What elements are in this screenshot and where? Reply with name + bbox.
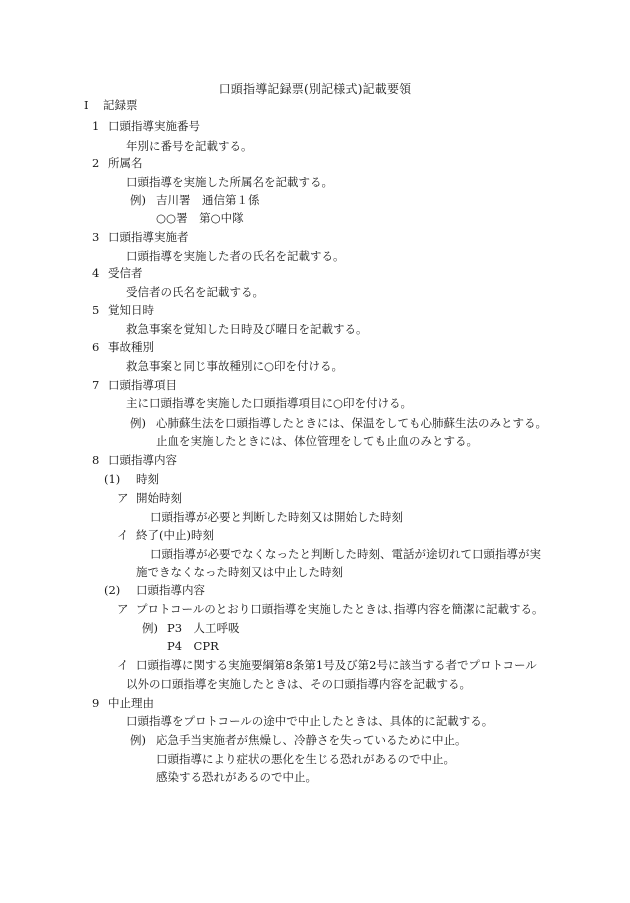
page-title: 口頭指導記録票(別記様式)記載要領 [218,82,412,96]
item-9-example-1: 応急手当実施者が焦燥し、冷静さを失っているために中止。 [156,733,467,747]
item-8-a-marker: ア [117,491,129,505]
item-7-example-label: 例) [130,416,146,430]
item-7-heading: 口頭指導項目 [108,378,177,392]
item-9-example-label: 例) [130,733,146,747]
item-9-body: 口頭指導をプロトコールの途中で中止したときは、具体的に記載する。 [126,714,494,728]
item-7-example-2: 止血を実施したときには、体位管理をしても止血のみとする。 [156,434,478,448]
item-8-a2-example-2: P4 CPR [167,639,219,653]
item-2-example-1: 吉川署 通信第１係 [156,193,260,207]
item-8-heading: 口頭指導内容 [108,453,177,467]
item-1-heading: 口頭指導実施番号 [108,119,200,133]
item-8-i-body-line-1: 口頭指導が必要でなくなったと判断した時刻、電話が途切れて口頭指導が実 [150,547,541,561]
item-4-number: 4 [92,266,100,280]
item-8-a2-example-1: P3 人工呼吸 [167,621,240,635]
item-6-number: 6 [92,340,100,354]
section-number: Ⅰ [84,98,89,112]
item-9-heading: 中止理由 [108,696,154,710]
item-8-sub-2-heading: 口頭指導内容 [136,583,205,597]
item-5-heading: 覚知日時 [108,303,154,317]
item-9-number: 9 [92,696,100,710]
item-4-body: 受信者の氏名を記載する。 [126,285,264,299]
item-3-heading: 口頭指導実施者 [108,230,189,244]
item-8-i2-marker: イ [117,658,129,672]
item-2-body: 口頭指導を実施した所属名を記載する。 [126,175,333,189]
item-1-number: 1 [92,119,100,133]
item-8-a2-body: プロトコールのとおり口頭指導を実施したときは､指導内容を簡潔に記載する。 [136,602,544,616]
item-8-a-heading: 開始時刻 [136,491,182,505]
item-5-number: 5 [92,303,100,317]
item-8-i-marker: イ [117,528,129,542]
item-8-sub-1-number: (1) [104,472,121,486]
item-8-i2-body-line-1: 口頭指導に関する実施要綱第8条第1号及び第2号に該当する者でプロトコール [136,658,537,672]
item-7-number: 7 [92,378,100,392]
item-3-body: 口頭指導を実施した者の氏名を記載する。 [126,249,345,263]
item-7-example-1: 心肺蘇生法を口頭指導したときには、保温をしても心肺蘇生法のみとする。 [156,416,547,430]
item-8-i-heading: 終了(中止)時刻 [136,528,214,542]
item-6-heading: 事故種別 [108,340,154,354]
item-8-a2-marker: ア [117,602,129,616]
item-5-body: 救急事案を覚知した日時及び曜日を記載する。 [126,322,368,336]
item-4-heading: 受信者 [108,266,143,280]
item-8-sub-2-number: (2) [104,583,121,597]
item-7-body: 主に口頭指導を実施した口頭指導項目に○印を付ける。 [126,396,413,410]
item-2-number: 2 [92,156,100,170]
item-2-example-2: ○○署 第○中隊 [156,211,244,225]
item-1-body: 年別に番号を記載する。 [126,139,253,153]
item-8-number: 8 [92,453,100,467]
item-8-i2-body-line-2: 以外の口頭指導を実施したときは、その口頭指導内容を記載する。 [126,677,471,691]
item-9-example-2: 口頭指導により症状の悪化を生じる恐れがあるので中止。 [156,752,455,766]
item-2-example-label: 例) [130,193,146,207]
item-8-i-body-line-2: 施できなくなった時刻又は中止した時刻 [136,565,343,579]
item-3-number: 3 [92,230,100,244]
item-8-sub-1-heading: 時刻 [136,472,159,486]
section-heading: 記録票 [103,98,138,112]
item-2-heading: 所属名 [108,156,143,170]
item-8-a-body: 口頭指導が必要と判断した時刻又は開始した時刻 [150,510,403,524]
item-9-example-3: 感染する恐れがあるので中止。 [156,770,317,784]
item-6-body: 救急事案と同じ事故種別に○印を付ける。 [126,359,344,373]
item-8-a2-example-label: 例) [142,621,158,635]
